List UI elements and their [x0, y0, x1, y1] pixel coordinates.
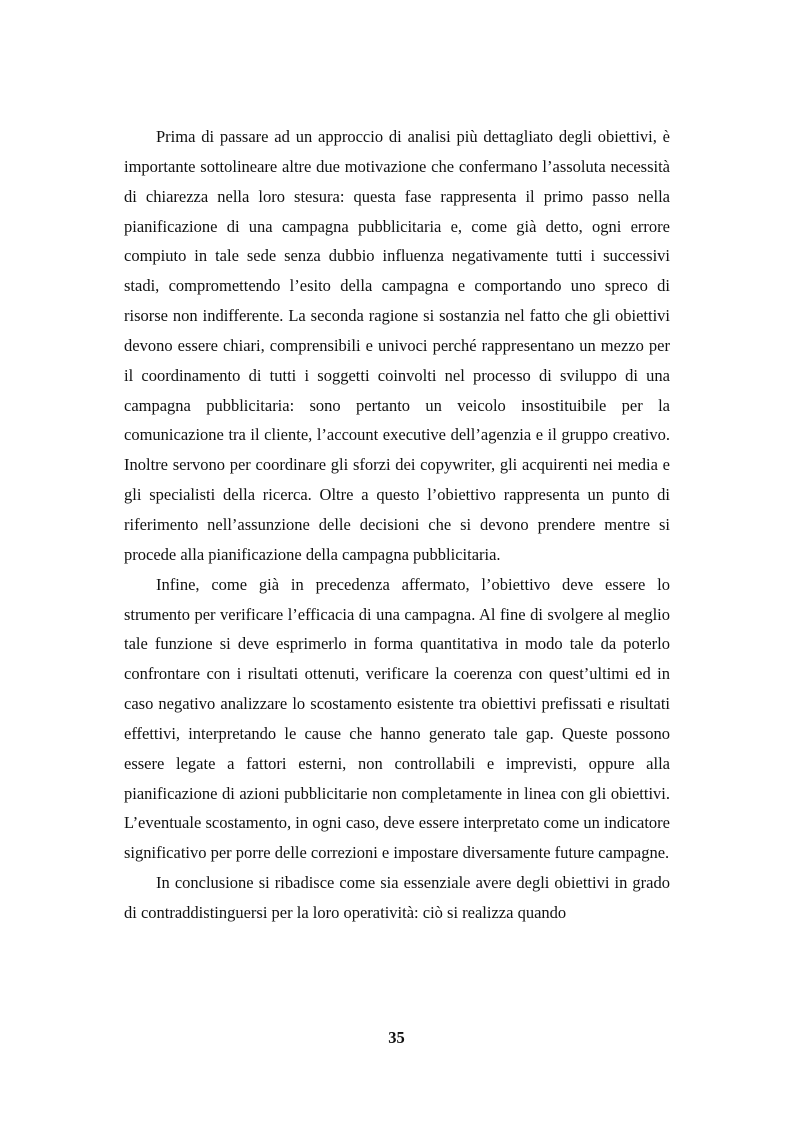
paragraph-effectiveness-measurement: Infine, come già in precedenza affermato, l’obiettivo deve essere lo strumento per verificare l’efficacia di una campagna. Al fine di svolgere al meglio tale funzione si deve esprimerlo in forma quantitativa in modo tale da poterlo confrontare con i risultati ottenuti, verificare la coerenza con quest’ultimi ed in caso negativo analizzare lo scostamento esistente tra obiettivi prefissati e risultati effettivi, interpretando le cause che hanno generato tale gap. Queste possono essere legate a fattori esterni, non controllabili e imprevisti, oppure alla pianificazione di azioni pubblicitarie non completamente in linea con gli obiettivi. L’eventuale scostamento, in ogni caso, deve essere interpretato come un indicatore significativo per porre delle correzioni e impostare diversamente future campagne. — [124, 574, 670, 863]
paragraph-objectives-clarity: Prima di passare ad un approccio di analisi più dettagliato degli obiettivi, è importante sottolineare altre due motivazione che confermano l’assoluta necessità di chiarezza nella loro stesura: questa fase rappresenta il primo passo nella pianificazione di una campagna pubblicitaria e, come già detto, ogni errore compiuto in tale sede senza dubbio influenza negativamente tutti i successivi stadi, compromettendo l’esito della campagna e comportando uno spreco di risorse non indifferente. La seconda ragione si sostanzia nel fatto che gli obiettivi devono essere chiari, comprensibili e univoci perché rappresentano un mezzo per il coordinamento di tutti i soggetti coinvolti nel processo di sviluppo di una campagna pubblicitaria: sono pertanto un veicolo insostituibile per la comunicazione tra il cliente, l’account executive dell’agenzia e il gruppo creativo. Inoltre servono per coordinare gli sforzi dei copywriter, gli acquirenti nei media e gli specialisti della ricerca. Oltre a questo l’obiettivo rappresenta un punto di riferimento nell’assunzione delle decisioni che si devono prendere mentre si procede alla pianificazione della campagna pubblicitaria. — [124, 127, 670, 564]
paragraph-conclusion: In conclusione si ribadisce come sia essenziale avere degli obiettivi in grado di contraddistinguersi per la loro operatività: ciò si realizza quando — [124, 873, 670, 922]
page-number: 35 — [388, 1028, 405, 1047]
body-text — [124, 122, 670, 928]
